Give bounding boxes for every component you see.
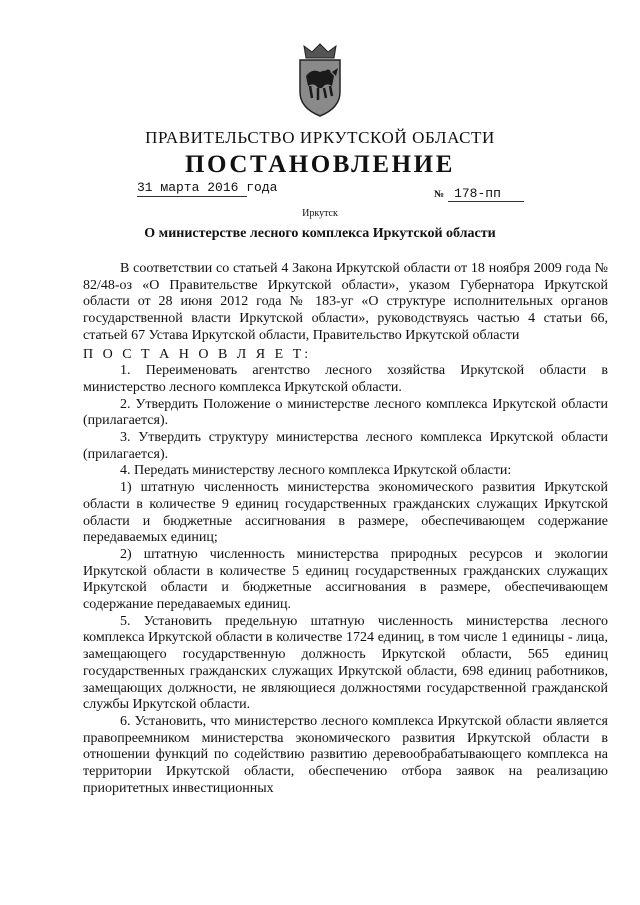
document-date: 31 марта 2016 года (137, 180, 278, 195)
city: Иркутск (302, 208, 338, 219)
paragraph-1: 1. Переименовать агентство лесного хозяйства Иркутской области в министерство лесного комплекса Иркутской области. (83, 363, 608, 395)
paragraph-6: 6. Установить, что министерство лесного комплекса Иркутской области является правопреемником министерства экономического развития Иркутской области в отношении функций по содействию развитию деревообрабатывающего комплекса на территории Иркутской области, обеспечению отбора заявок на реализацию приоритетных инвестиционных (83, 713, 608, 796)
document-title: О министерстве лесного комплекса Иркутской области (144, 226, 496, 241)
paragraph-2: 2. Утвердить Положение о министерстве лесного комплекса Иркутской области (прилагается). (83, 396, 608, 429)
document-number: 178-пп (448, 186, 524, 202)
document-body (83, 261, 608, 798)
number-label: № (434, 189, 445, 200)
paragraph-4-2: 2) штатную численность министерства природных ресурсов и экологии Иркутской области в количестве 5 единиц государственных гражданских служащих Иркутской области и бюджетные ассигнования в размере, обеспечивающем содержание передаваемых единиц. (83, 546, 608, 613)
document-type: ПОСТАНОВЛЕНИЕ (184, 151, 456, 178)
decree-word: П О С Т А Н О В Л Я Е Т: (83, 346, 312, 362)
paragraph-4-1: 1) штатную численность министерства экономического развития Иркутской области в количестве 9 единиц государственных гражданских служащих Иркутской области и бюджетные ассигнования в размере, обеспечивающем содержание передаваемых единиц; (83, 480, 608, 546)
preamble: В соответствии со статьей 4 Закона Иркутской области от 18 ноября 2009 года № 82/48-оз «О Правительстве Иркутской области», указом Губернатора Иркутской области от 28 июня 2012 года № 183-уг «О структуре исполнительных органов государственной власти Иркутской области», руководствуясь частью 4 статьи 66, статьей 67 Устава Иркутской области, Правительство Иркутской области (83, 261, 608, 343)
paragraph-4: 4. Передать министерству лесного комплекса Иркутской области: (120, 463, 512, 479)
government-name: ПРАВИТЕЛЬСТВО ИРКУТСКОЙ ОБЛАСТИ (145, 128, 495, 147)
document-number-field (434, 184, 524, 202)
paragraph-3: 3. Утвердить структуру министерства лесного комплекса Иркутской области (прилагается). (83, 430, 608, 462)
coat-of-arms-icon (296, 42, 344, 118)
paragraph-5: 5. Установить предельную штатную численность министерства лесного комплекса Иркутской области в количестве 1724 единиц, в том числе 1 единицы - лица, замещающего государственную должность Иркутской области, 565 единиц государственных гражданских служащих Иркутской области, 698 единиц работников, замещающих должности, не являющиеся должностями государственной гражданской службы Иркутской области. (83, 613, 608, 713)
